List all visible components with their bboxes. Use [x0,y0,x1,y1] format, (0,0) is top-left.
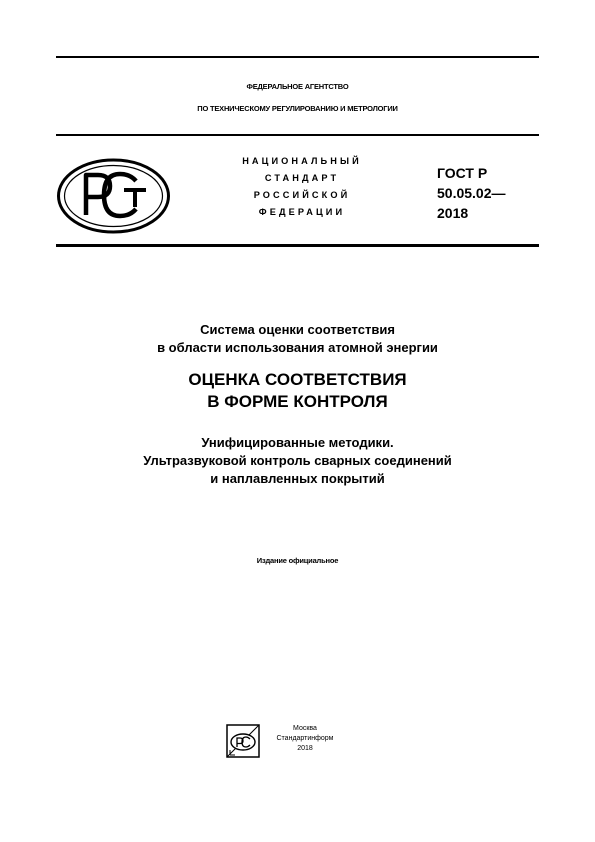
publisher-city: Москва [293,725,317,732]
designation-line: 50.05.02— [437,185,506,201]
subtitle-line: Унифицированные методики. [201,435,394,450]
main-title-line: ОЦЕНКА СООТВЕТСТВИЯ [188,370,407,389]
national-standard-line: НАЦИОНАЛЬНЫЙ [242,156,362,166]
national-standard-line: СТАНДАРТ [264,173,340,183]
national-standard-label [213,153,391,221]
standartinform-logo-icon [226,724,260,758]
document-subtitle-method [56,434,539,488]
header-rule-lower [56,244,539,247]
publisher-name: Стандартинформ [276,735,334,742]
main-title-line: В ФОРМЕ КОНТРОЛЯ [207,392,388,411]
agency-line-2: ПО ТЕХНИЧЕСКОМУ РЕГУЛИРОВАНИЮ И МЕТРОЛОГИИ [197,104,398,113]
document-main-title [56,369,539,413]
top-rule [56,56,539,58]
publisher-imprint [265,724,345,754]
national-standard-line: ФЕДЕРАЦИИ [258,207,346,217]
subtitle-line: Система оценки соответствия [200,322,395,337]
publisher-year: 2018 [297,745,313,752]
document-subtitle-system [56,321,539,357]
subtitle-line: в области использования атомной энергии [157,340,438,355]
standard-designation [437,163,547,223]
agency-line-1: ФЕДЕРАЛЬНОЕ АГЕНТСТВО [246,82,349,91]
designation-line: ГОСТ Р [437,165,488,181]
subtitle-line: Ультразвуковой контроль сварных соединений [143,453,452,468]
edition-label: Издание официальное [256,556,339,565]
designation-line: 2018 [437,205,469,221]
subtitle-line: и наплавленных покрытий [210,471,385,486]
rst-certification-mark-icon [56,157,171,235]
national-standard-line: РОССИЙСКОЙ [253,190,351,200]
header-rule-upper [56,134,539,136]
